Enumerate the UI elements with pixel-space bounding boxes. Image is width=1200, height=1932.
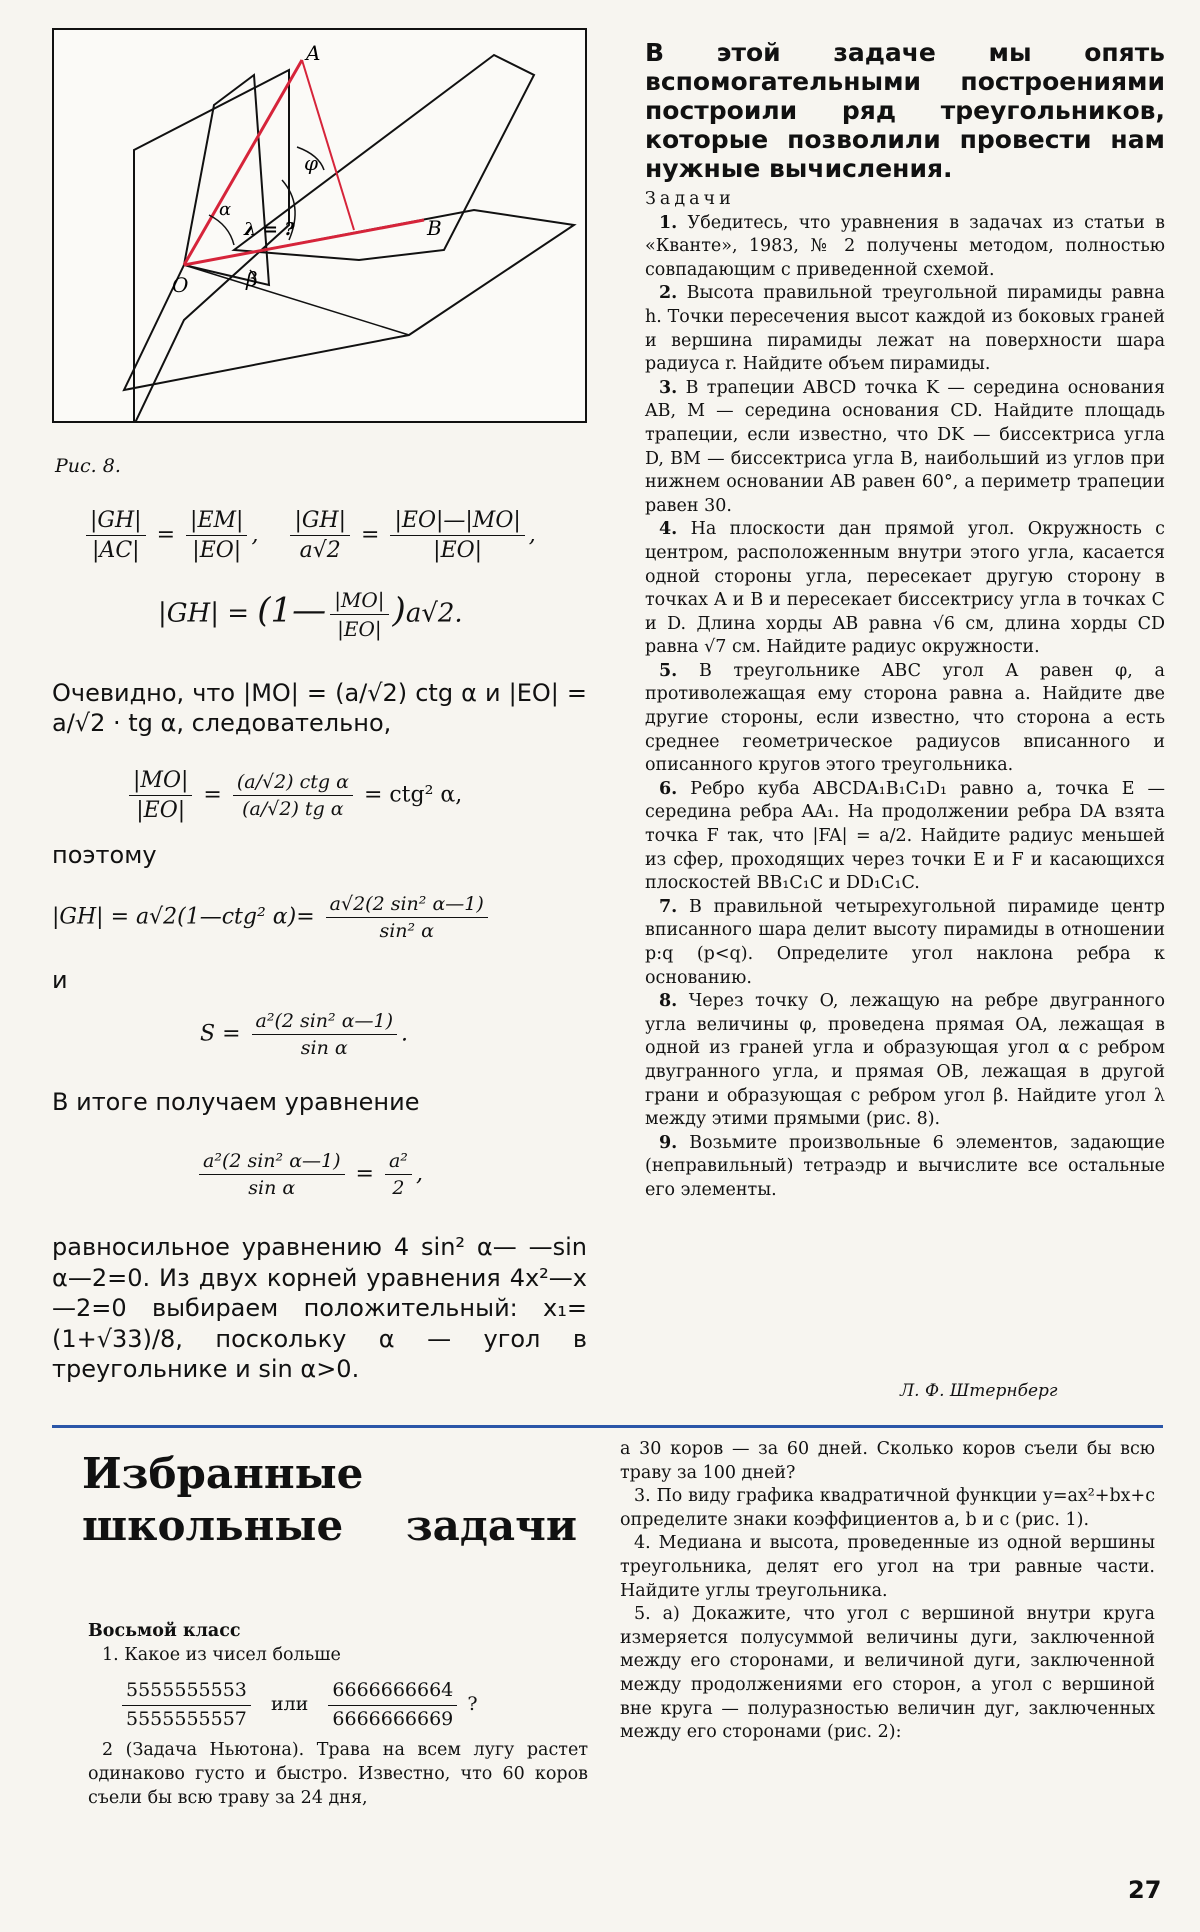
frac — [328, 1679, 457, 1731]
frac-num: a² — [385, 1150, 412, 1175]
problem-1: 1. Какое из чисел больше — [102, 1644, 341, 1665]
frac-den: sin² α — [379, 920, 434, 942]
question-mark: ? — [467, 1693, 478, 1716]
paren-open: (1— — [257, 590, 327, 631]
frac-den: 6666666669 — [332, 1707, 454, 1730]
eq: = — [361, 522, 380, 548]
tasks-section — [645, 188, 1165, 1203]
tail: . — [401, 1021, 409, 1047]
task-number: 6. — [659, 778, 678, 799]
frac — [233, 771, 353, 820]
paren-close: ) — [392, 590, 406, 631]
school-column-left — [88, 1620, 588, 1810]
frac-num: a²(2 sin² α—1) — [252, 1010, 398, 1035]
formula-GH — [158, 588, 463, 641]
paragraph-result: В итоге получаем уравнение — [52, 1088, 420, 1116]
edge-line — [184, 265, 409, 335]
frac — [385, 1150, 412, 1199]
title-line-1: Избранные — [82, 1449, 364, 1498]
task-item — [645, 518, 1165, 660]
frac-den: |EO| — [433, 538, 483, 563]
task-text: Возьмите произвольные 6 элементов, задающие (неправильный) тетраэдр и вычислите все остальные его элементы. — [645, 1132, 1165, 1200]
tail: , — [415, 1161, 423, 1187]
frac-num: 5555555553 — [122, 1679, 251, 1706]
frac-num: a√2(2 sin² α—1) — [326, 893, 488, 918]
label-A: A — [306, 41, 321, 65]
comma: , — [528, 522, 536, 548]
frac — [186, 508, 247, 563]
task-text: Ребро куба ABCDA₁B₁C₁D₁ равно a, точка E — середина ребра AA₁. На продолжении ребра DA взята точка F так, что |FA| = a/2. Найдите радиус меньшей из сфер, проходящих через точки E и F и касающихся плоскостей BB₁C₁C и DD₁C₁C. — [645, 778, 1165, 894]
label-B: B — [427, 216, 442, 240]
task-text: Высота правильной треугольной пирамиды равна h. Точки пересечения высот каждой из боковых граней и вершина пирамиды лежат на поверхности шара радиуса r. Найдите объем пирамиды. — [645, 283, 1165, 375]
paragraph-therefore: поэтому — [52, 841, 157, 869]
task-text: В трапеции ABCD точка K — середина основания AB, M — середина основания CD. Найдите площадь трапеции, если известно, что DK — биссектриса угла D, BM — биссектриса угла B, наибольший из углов при нижнем основании AB равен 60°, а периметр трапеции равен 30. — [645, 377, 1165, 516]
frac-den: sin α — [248, 1177, 296, 1199]
frac — [330, 588, 388, 641]
frac-num: |EM| — [186, 508, 247, 536]
eq: = — [203, 782, 222, 808]
label-O: O — [172, 273, 189, 297]
title-line-2 — [82, 1500, 577, 1552]
result: = ctg² α, — [363, 782, 463, 808]
tasks-heading: Задачи — [645, 189, 735, 209]
task-item — [645, 990, 1165, 1132]
formula-ratio-row — [82, 508, 536, 563]
frac-num: |GH| — [290, 508, 350, 536]
task-text: Убедитесь, что уравнения в задачах из статьи в «Кванте», 1983, № 2 получены методом, полностью совпадающим с приведенной схемой. — [645, 212, 1165, 280]
task-item — [645, 1132, 1165, 1203]
frac-den: |AC| — [92, 538, 140, 563]
frac — [129, 768, 192, 823]
task-number: 9. — [659, 1132, 678, 1153]
problem-3: 3. По виду графика квадратичной функции y=ax²+bx+c определите знаки коэффициентов a, b и c (рис. 1). — [620, 1486, 1155, 1530]
task-number: 2. — [659, 283, 678, 304]
problem-4: 4. Медиана и высота, проведенные из одной вершины треугольника, делят его угол на три равные части. Найдите углы треугольника. — [620, 1533, 1155, 1601]
gh-tail: a√2. — [405, 598, 463, 629]
section-divider — [52, 1425, 1163, 1428]
task-number: 1. — [659, 212, 678, 233]
frac-num: |EO|—|MO| — [390, 508, 524, 536]
frac-num: (a/√2) ctg α — [233, 771, 353, 796]
task-text: На плоскости дан прямой угол. Окружность с центром, расположенным внутри этого угла, касается одной стороны угла, пересекает другую сторону в точках A и B и пересекает биссектрису угла в точках C и D. Длина хорды AB равна √6 см, длина хорды CD равна √7 см. Найдите радиус окружности. — [645, 519, 1165, 658]
task-text: Через точку O, лежащую на ребре двугранного угла величины φ, проведена прямая OA, лежащая в одной из граней угла и образующая угол α с ребром двугранного угла, и прямая OB, лежащая в другой грани и образующая с ребром угол β. Найдите угол λ между этими прямыми (рис. 8). — [645, 991, 1165, 1130]
task-text: В правильной четырехугольной пирамиде центр вписанного шара делит высоту пирамиды в отношении p:q (p<q). Определите угол наклона ребра к основанию. — [645, 896, 1165, 988]
frac-num: 6666666664 — [328, 1679, 457, 1706]
frac-den: 2 — [392, 1177, 405, 1199]
task-item — [645, 778, 1165, 896]
school-column-right — [620, 1438, 1155, 1745]
frac — [390, 508, 524, 563]
frac — [290, 508, 350, 563]
grade-heading: Восьмой класс — [88, 1621, 241, 1641]
title-word: школьные — [82, 1501, 344, 1550]
author-signature: Л. Ф. Штернберг — [900, 1381, 1058, 1401]
eq: = — [355, 1161, 374, 1187]
gh-lhs: |GH| = — [158, 598, 250, 629]
task-number: 3. — [659, 377, 678, 398]
formula-equation — [195, 1150, 423, 1199]
paragraph-and: и — [52, 966, 68, 994]
frac-den: |EO| — [337, 617, 382, 641]
frac-den: |EO| — [192, 538, 242, 563]
frac — [199, 1150, 345, 1199]
frac-num: |MO| — [129, 768, 192, 796]
formula-ratio-ctg — [125, 768, 462, 823]
task-item — [645, 282, 1165, 376]
figure-8 — [52, 28, 587, 423]
frac-num: |GH| — [86, 508, 146, 536]
frac-den: a√2 — [299, 538, 341, 563]
frac — [326, 893, 488, 942]
label-phi: φ — [304, 151, 319, 175]
task-item — [645, 660, 1165, 778]
figure-caption: Рис. 8. — [55, 455, 121, 477]
title-word: задачи — [405, 1501, 577, 1550]
formula-S — [200, 1010, 408, 1059]
right-intro: В этой задаче мы опять вспомогательными построениями построили ряд треугольников, которые позволили провести нам нужные вычисления. — [645, 38, 1165, 183]
or-word: или — [270, 1693, 309, 1716]
task-number: 8. — [659, 991, 678, 1012]
problem-2-continued: а 30 коров — за 60 дней. Сколько коров съели бы всю траву за 100 дней? — [620, 1439, 1155, 1483]
frac-den: (a/√2) tg α — [242, 798, 344, 820]
paragraph-obvious: Очевидно, что |MO| = (a/√2) ctg α и |EO| = a/√2 · tg α, следовательно, — [52, 679, 587, 737]
comma: , — [251, 522, 259, 548]
formula-GH-ctg — [52, 893, 492, 942]
frac-den: sin α — [300, 1037, 348, 1059]
frac-den: |EO| — [136, 798, 186, 823]
label-alpha: α — [219, 199, 232, 220]
problem-1-fractions — [118, 1679, 588, 1731]
label-lambda: λ = ? — [244, 219, 295, 240]
frac-den: 5555555557 — [126, 1707, 247, 1730]
frac-num: |MO| — [330, 588, 388, 615]
frac-num: a²(2 sin² α—1) — [199, 1150, 345, 1175]
task-item — [645, 377, 1165, 519]
line-OB — [184, 220, 424, 265]
frac — [86, 508, 146, 563]
section-title — [82, 1448, 582, 1552]
task-number: 5. — [659, 660, 678, 681]
lhs: |GH| = a√2(1—ctg² α)= — [52, 904, 315, 930]
page-number: 27 — [1128, 1876, 1162, 1904]
problem-5: 5. а) Докажите, что угол с вершиной внутри круга измеряется полусуммой величины дуги, заключенной между его сторонами, и величиной дуги, заключенной между продолжениями его сторон, а угол с вершиной вне круга — полуразностью величин дуг, заключенных между его сторонами (рис. 2): — [620, 1604, 1155, 1743]
task-number: 4. — [659, 519, 678, 540]
problem-2: 2 (Задача Ньютона). Трава на всем лугу растет одинаково густо и быстро. Известно, что 60 коров съели бы всю траву за 24 дня, — [88, 1740, 588, 1808]
dihedral-diagram — [54, 30, 585, 421]
paragraph-equivalent: равносильное уравнению 4 sin² α— —sin α—2=0. Из двух корней уравнения 4x²—x—2=0 выбираем положительный: x₁=(1+√33)/8, поскольку α — угол в треугольнике и sin α>0. — [52, 1233, 587, 1383]
task-item — [645, 896, 1165, 990]
lhs: S = — [200, 1021, 241, 1047]
task-item — [645, 212, 1165, 283]
eq: = — [156, 522, 176, 548]
base-plane — [124, 210, 574, 390]
frac — [252, 1010, 398, 1059]
task-number: 7. — [659, 896, 678, 917]
label-beta: β — [246, 267, 258, 291]
task-text: В треугольнике ABC угол A равен φ, а противолежащая ему сторона равна a. Найдите две другие стороны, если известно, что сторона a есть среднее геометрическое радиусов вписанного и описанного кругов этого треугольника. — [645, 660, 1165, 776]
line-A-drop — [302, 60, 354, 230]
frac — [122, 1679, 251, 1731]
